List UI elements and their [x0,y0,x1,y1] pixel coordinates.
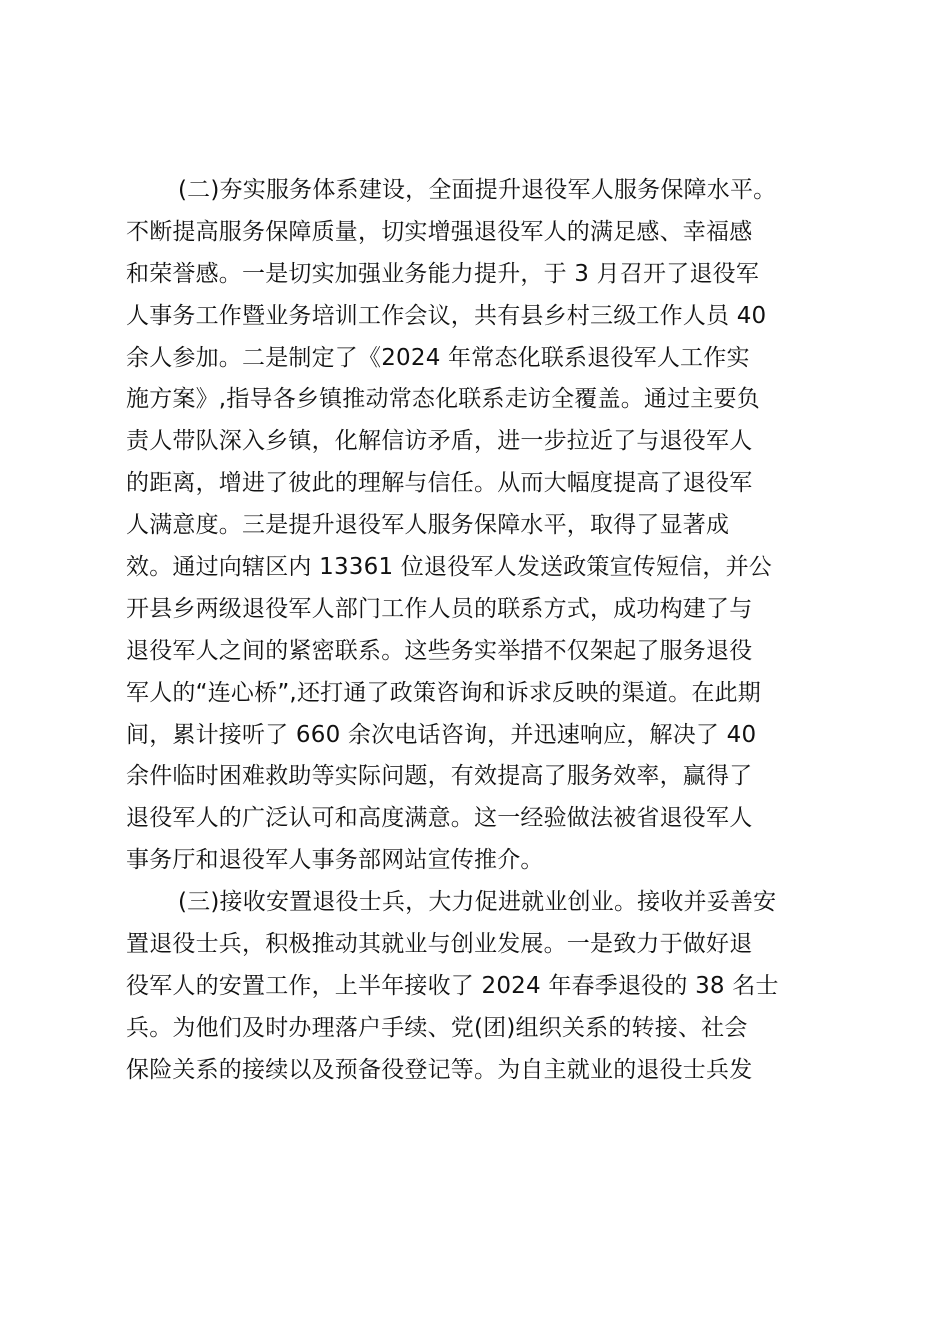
text-line: 责人带队深入乡镇，化解信访矛盾，进一步拉近了与退役军人 [126,428,753,455]
text-line: 的距离，增进了彼此的理解与信任。从而大幅度提高了退役军 [126,470,753,497]
document-body [126,170,830,1092]
text-line: 置退役士兵，积极推动其就业与创业发展。一是致力于做好退 [126,931,753,958]
paragraph-section-3 [126,882,830,1091]
text-line: 保险关系的接续以及预备役登记等。为自主就业的退役士兵发 [126,1056,753,1083]
text-line: 人事务工作暨业务培训工作会议，共有县乡村三级工作人员 40 [126,302,767,329]
text-line: 退役军人之间的紧密联系。这些务实举措不仅架起了服务退役 [126,637,753,664]
text-line: 兵。为他们及时办理落户手续、党(团)组织关系的转接、社会 [126,1014,748,1041]
text-line: 役军人的安置工作，上半年接收了 2024 年春季退役的 38 名士 [126,972,779,999]
text-line: 效。通过向辖区内 13361 位退役军人发送政策宣传短信，并公 [126,554,772,581]
text-line: 间，累计接听了 660 余次电话咨询，并迅速响应，解决了 40 [126,721,757,748]
paragraph-section-2 [126,170,830,882]
text-line: 开县乡两级退役军人部门工作人员的联系方式，成功构建了与 [126,595,753,622]
text-line: (三)接收安置退役士兵，大力促进就业创业。接收并妥善安 [178,889,777,916]
text-line: 不断提高服务保障质量，切实增强退役军人的满足感、幸福感 [126,218,753,245]
text-line: 军人的“连心桥”,还打通了政策咨询和诉求反映的渠道。在此期 [126,679,761,706]
text-line: 退役军人的广泛认可和高度满意。这一经验做法被省退役军人 [126,805,753,832]
text-line: 余人参加。二是制定了《2024 年常态化联系退役军人工作实 [126,344,750,371]
text-line: 事务厅和退役军人事务部网站宣传推介。 [126,847,544,874]
text-line: 施方案》,指导各乡镇推动常态化联系走访全覆盖。通过主要负 [126,386,760,413]
text-line: (二)夯实服务体系建设，全面提升退役军人服务保障水平。 [178,177,777,203]
text-line: 余件临时困难救助等实际问题，有效提高了服务效率，赢得了 [126,763,753,790]
text-line: 和荣誉感。一是切实加强业务能力提升，于 3 月召开了退役军 [126,260,760,287]
text-line: 人满意度。三是提升退役军人服务保障水平，取得了显著成 [126,512,730,539]
